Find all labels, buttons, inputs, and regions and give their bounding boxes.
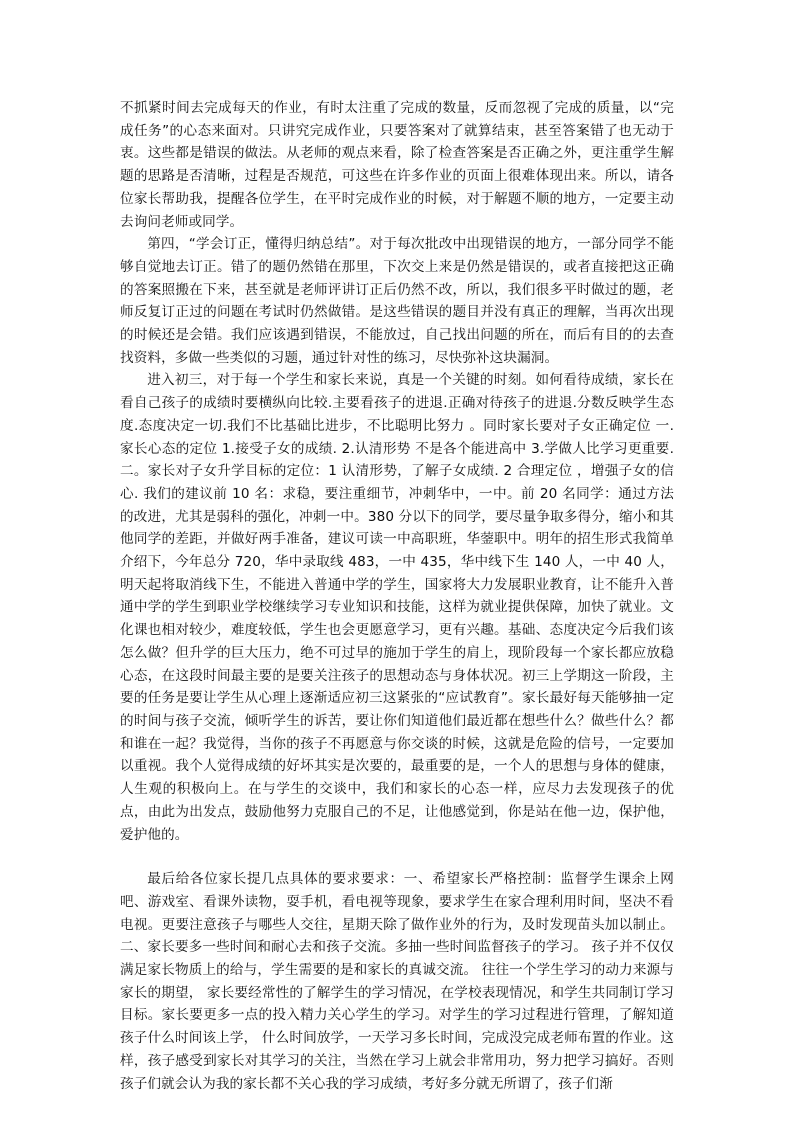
paragraph-spacer [120,846,674,868]
paragraph-fourth-point-correction: 第四，“学会订正，懂得归纳总结”。对于每次批改中出现错误的地方，一部分同学不能够自觉地去订正。错了的题仍然错在那里，下次交上来是仍然是错误的，或者直接把这正确的答案照搬在下来，甚至就是老师评讲订正后仍然不改，所以，我们很多平时做过的题，老师反复订正过的问题在考试时仍然做错。是这些错误的题目并没有真正的理解，当再次出现的时候还是会错。我们应该遇到错误，不能放过，自己找出问题的所在，而后有目的的去查找资料，多做一些类似的习题，通过针对性的练习，尽快弥补这块漏洞。 [120,236,674,366]
paragraph-homework-habits: 不抓紧时间去完成每天的作业，有时太注重了完成的数量，反而忽视了完成的质量，以“完成任务”的心态来面对。只讲究完成作业，只要答案对了就算结束，甚至答案错了也无动于衷。这些都是错误的做法。从老师的观点来看，除了检查答案是否正确之外，更注重学生解题的思路是否清晰，过程是否规范，可这些在许多作业的页面上很难体现出来。所以，请各位家长帮助我，提醒各位学生，在平时完成作业的时候，对于解题不顺的地方，一定要主动去询问老师或同学。 [120,100,674,230]
document-body [120,97,674,1095]
paragraph-parent-requirements: 最后给各位家长提几点具体的要求要求：一、希望家长严格控制：监督学生课余上网吧、游戏室、看课外读物，耍手机，看电视等现象，要求学生在家合理利用时间，坚决不看电视。更要注意孩子与哪些人交往，星期天除了做作业外的行为，及时发现苗头加以制止。二、家长要多一些时间和耐心去和孩子交流。多抽一些时间监督孩子的学习。 孩子并不仅仅满足家长物质上的给与，学生需要的是和家长的真诚交流。 往往一个学生学习的动力来源与家长的期望， 家长要经常性的了解学生的学习情况，在学校表现情况，和学生共同制订学习目标。家长要更多一点的投入精力关心学生的学习。对学生的学习过程进行管理，了解知道孩子什么时间该上学， 什么时间放学，一天学习多长时间，完成没完成老师布置的作业。这样，孩子感受到家长对其学习的关注，当然在学习上就会非常用功，努力把学习搞好。否则孩子们就会认为我的家长都不关心我的学习成绩，考好多分就无所谓了，孩子们渐 [120,871,674,1092]
paragraph-grade-nine-guidance: 进入初三，对于每一个学生和家长来说，真是一个关键的时刻。如何看待成绩，家长在看自己孩子的成绩时要横纵向比较.主要看孩子的进退.正确对待孩子的进退.分数反映学生态度.态度决定一切.我们不比基础比进步，不比聪明比努力 。同时家长要对子女正确定位 一.家长心态的定位 1.接受子女的成绩. 2.认清形势 不是各个能进高中 3.学做人比学习更重要. 二。家长对子女升学目标的定位：1 认清形势，了解子女成绩. 2 合理定位 ，增强子女的信心. 我们的建议前 10 名：求稳，要注重细节，冲刺华中，一中。前 20 名同学：通过方法的改进，尤其是弱科的强化，冲刺一中。380 分以下的同学，要尽量争取多得分，缩小和其他同学的差距，并做好两手准备，建议可读一中高职班，华蓥职中。明年的招生形式我简单介绍下，今年总分 720，华中录取线 483，一中 435，华中线下生 140 人，一中 40 人，明天起将取消线下生，不能进入普通中学的学生，国家将大力发展职业教育，让不能升入普通中学的学生到职业学校继续学习专业知识和技能，这样为就业提供保障，加快了就业。文化课也相对较少，难度较低，学生也会更愿意学习，更有兴趣。基础、态度决定今后我们该怎么做？但升学的巨大压力，绝不可过早的施加于学生的肩上，现阶段每一个家长都应放稳心态，在这段时间最主要的是要关注孩子的思想动态与身体状况。初三上学期这一阶段，主要的任务是要让学生从心理上逐渐适应初三这紧张的“应试教育”。家长最好每天能够抽一定的时间与孩子交流，倾听学生的诉苦，要让你们知道他们最近都在想些什么？做些什么？都和谁在一起？我觉得，当你的孩子不再愿意与你交谈的时候，这就是危险的信号，一定要加以重视。我个人觉得成绩的好坏其实是次要的，最重要的是，一个人的思想与身体的健康，人生观的积极向上。在与学生的交谈中，我们和家长的心态一样，应尽力去发现孩子的优点，由此为出发点，鼓励他努力克服自己的不足，让他感觉到，你是站在他一边，保护他，爱护他的。 [120,372,674,843]
